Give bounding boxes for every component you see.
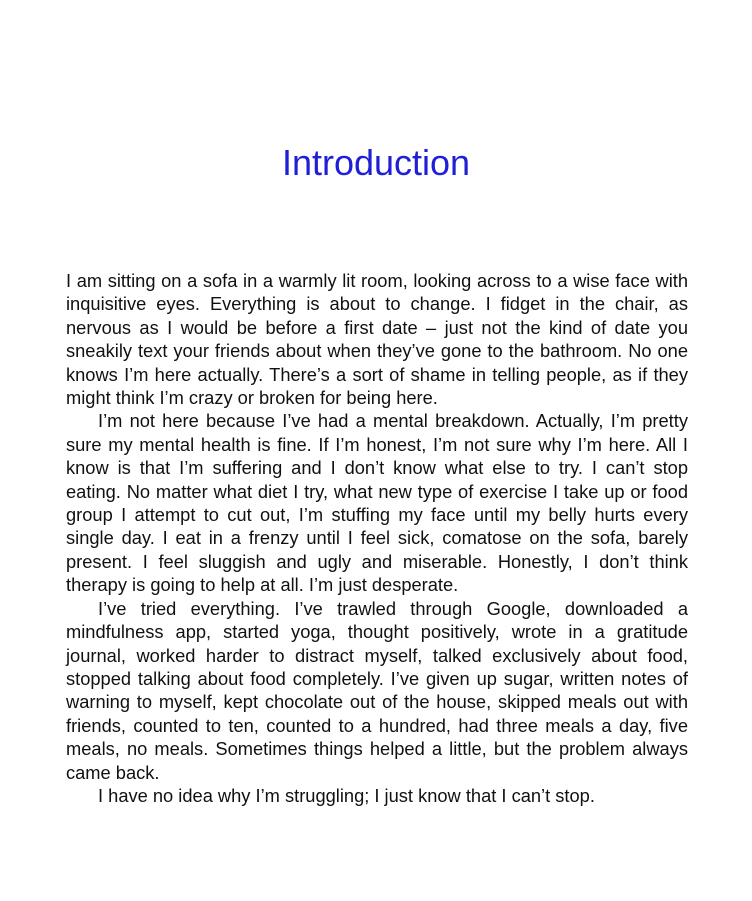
paragraph-1: I am sitting on a sofa in a warmly lit room, looking across to a wise face with inquisitive eyes. Everything is about to change. I fidget in the chair, as nervous as I would be before a first date – just not the kind of date you sneakily text your friends about when they’ve gone to the bathroom. No one knows I’m here actually. There’s a sort of shame in telling people, as if they might think I’m crazy or broken for being here. <box>66 270 688 409</box>
paragraph-3: I’ve tried everything. I’ve trawled through Google, downloaded a mindfulness app, started yoga, thought positively, wrote in a gratitude journal, worked harder to distract myself, talked exclusively about food, stopped talking about food completely. I’ve given up sugar, written notes of warning to myself, kept chocolate out of the house, skipped meals out with friends, counted to ten, counted to a hundred, had three meals a day, five meals, no meals. Sometimes things helped a little, but the problem always came back. <box>66 597 688 783</box>
body-text <box>66 269 688 807</box>
chapter-title: Introduction <box>281 142 471 183</box>
paragraph-4: I have no idea why I’m struggling; I just know that I can’t stop. <box>98 784 595 806</box>
paragraph-2: I’m not here because I’ve had a mental breakdown. Actually, I’m pretty sure my mental health is fine. If I’m honest, I’m not sure why I’m here. All I know is that I’m suffering and I don’t know what else to try. I can’t stop eating. No matter what diet I try, what new type of exercise I take up or food group I attempt to cut out, I’m stuffing my face until my belly hurts every single day. I eat in a frenzy until I feel sick, comatose on the sofa, barely present. I feel sluggish and ugly and miserable. Honestly, I don’t think therapy is going to help at all. I’m just desperate. <box>66 410 688 596</box>
